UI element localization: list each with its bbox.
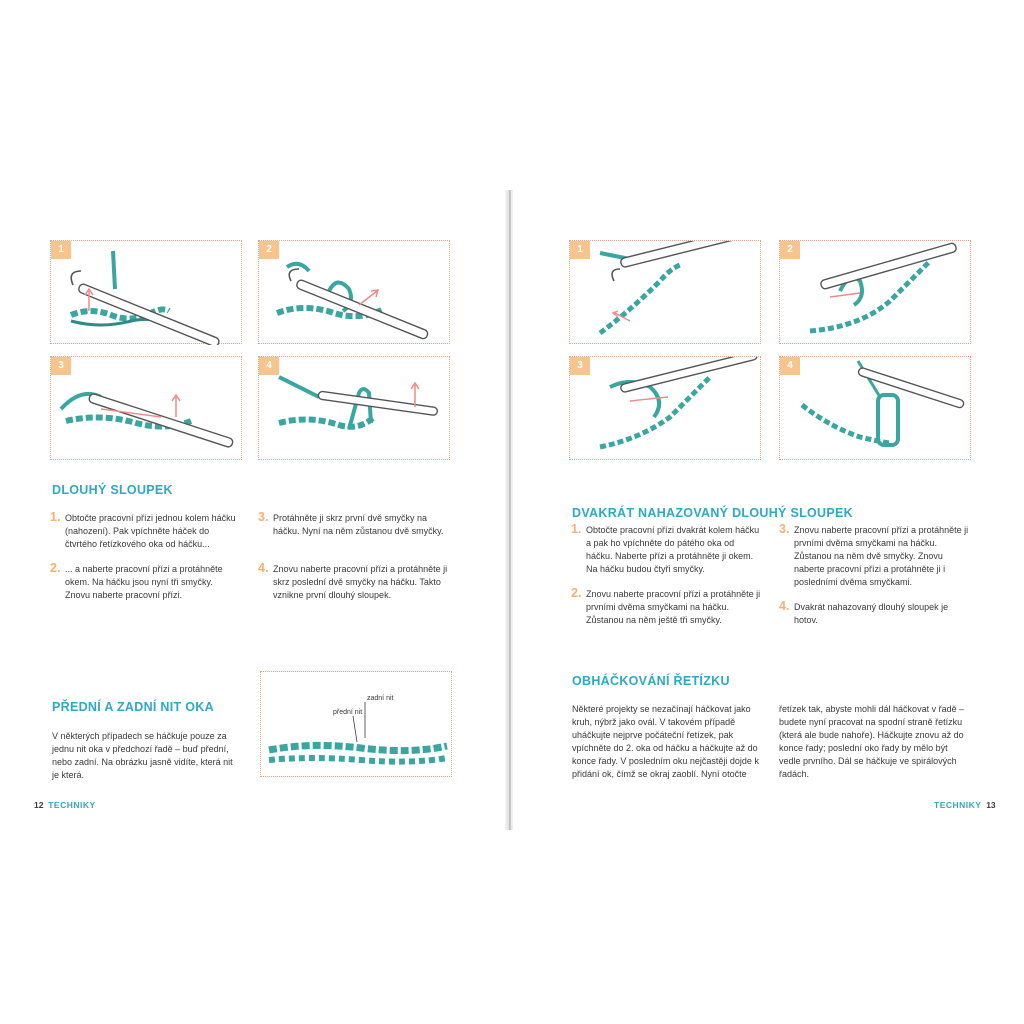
page-footer xyxy=(934,800,996,810)
stitch-row-illustration xyxy=(261,672,453,778)
section-title: DLOUHÝ SLOUPEK xyxy=(52,483,173,497)
step-text: Znovu naberte pracovní přízi a protáhněte ji skrz poslední dvě smyčky na háčku. Takto vznikne první dlouhý sloupek. xyxy=(273,564,448,600)
panel-number: 4 xyxy=(780,357,800,375)
label-front-loop: přední nit xyxy=(333,709,363,716)
section-title: OBHÁČKOVÁNÍ ŘETÍZKU xyxy=(572,674,730,688)
step-number: 4. xyxy=(258,561,269,575)
step-number: 3. xyxy=(258,510,269,524)
section-title: DVAKRÁT NAHAZOVANÝ DLOUHÝ SLOUPEK xyxy=(572,506,853,520)
crochet-illustration xyxy=(570,357,762,461)
step-2 xyxy=(571,588,761,627)
panel-number: 3 xyxy=(570,357,590,375)
page-number: 12 xyxy=(34,800,44,810)
step-1 xyxy=(50,512,240,551)
panel-number: 2 xyxy=(259,241,279,259)
step-text: Znovu naberte pracovní přízi a protáhněte ji prvními dvěma smyčkami na háčku. Zůstanou na něm dvě smyčky. Znovu naberte pracovní přízi a protáhněte ji i posledními dvěma smyčkami. xyxy=(794,525,969,587)
page-footer xyxy=(34,800,96,810)
footer-section: TECHNIKY xyxy=(48,800,96,810)
illustration-panel-2 xyxy=(779,240,971,344)
book-spread xyxy=(0,190,1024,830)
illustration-panel-4 xyxy=(779,356,971,460)
step-number: 4. xyxy=(779,599,790,613)
illustration-panel-3 xyxy=(569,356,761,460)
crochet-illustration xyxy=(780,241,972,345)
section-text-col2: řetízek tak, abyste mohli dál háčkovat v řadě – budete nyní pracovat na spodní straně řetízku (která ale bude nahoře). Háčkujte znovu až do konce řady; poslední oko řady by mělo být vedle prvního. Dál se háčkuje ve spirálových řadách. xyxy=(779,704,965,779)
left-page xyxy=(0,190,505,830)
right-page xyxy=(513,190,1018,830)
step-4 xyxy=(258,563,448,602)
step-text: Znovu naberte pracovní přízi a protáhněte ji prvními dvěma smyčkami na háčku. Zůstanou na něm ještě tři smyčky. xyxy=(586,589,761,625)
step-3 xyxy=(779,524,969,589)
illustration-panel-2 xyxy=(258,240,450,344)
step-number: 2. xyxy=(571,586,582,600)
crochet-illustration xyxy=(51,357,243,461)
step-1 xyxy=(571,524,761,576)
step-text: Protáhněte ji skrz první dvě smyčky na háčku. Nyní na něm zůstanou dvě smyčky. xyxy=(273,513,444,536)
step-text: Dvakrát nahazovaný dlouhý sloupek je hotov. xyxy=(794,602,949,625)
step-2 xyxy=(50,563,240,602)
illustration-panel-4 xyxy=(258,356,450,460)
crochet-illustration xyxy=(259,241,451,345)
step-text: Obtočte pracovní přízi dvakrát kolem háčku a pak ho vpíchněte do pátého oka od háčku. Naberte přízi a protáhněte ji okem. Na háčku budou čtyři smyčky. xyxy=(586,525,760,574)
page-number: 13 xyxy=(986,800,996,810)
crochet-illustration xyxy=(51,241,243,345)
section-title: PŘEDNÍ A ZADNÍ NIT OKA xyxy=(52,700,214,714)
section-text: V některých případech se háčkuje pouze za jednu nit oka v předchozí řadě – buď přední, nebo zadní. Na obrázku jasně vidíte, která nit je která. xyxy=(52,731,233,780)
panel-number: 2 xyxy=(780,241,800,259)
panel-number: 1 xyxy=(570,241,590,259)
panel-number: 3 xyxy=(51,357,71,375)
step-text: Obtočte pracovní přízi jednou kolem háčku (nahození). Pak vpíchněte háček do čtvrtého řetízkového oka od háčku... xyxy=(65,513,236,549)
crochet-illustration xyxy=(259,357,451,461)
step-4 xyxy=(779,601,969,627)
step-3 xyxy=(258,512,448,538)
step-number: 1. xyxy=(50,510,61,524)
step-text: ... a naberte pracovní přízi a protáhněte okem. Na háčku jsou nyní tři smyčky. Znovu naberte pracovní přízi. xyxy=(65,564,223,600)
footer-section: TECHNIKY xyxy=(934,800,982,810)
panel-number: 1 xyxy=(51,241,71,259)
step-number: 2. xyxy=(50,561,61,575)
illustration-panel-1 xyxy=(50,240,242,344)
section-text-col1: Některé projekty se nezačínají háčkovat jako kruh, nýbrž jako ovál. V takovém případě uháčkujte nejprve počáteční řetízek, pak vpíchněte do 2. oka od háčku a háčkujte až do konce řady. V posledním oku nejčastěji dojde k přidání ok, čímž se okraj zaoblí. Nyní otočte xyxy=(572,704,759,779)
illustration-panel-1 xyxy=(569,240,761,344)
crochet-illustration xyxy=(780,357,972,461)
panel-number: 4 xyxy=(259,357,279,375)
step-number: 3. xyxy=(779,522,790,536)
label-back-loop: zadní nit xyxy=(367,695,394,702)
step-number: 1. xyxy=(571,522,582,536)
front-back-loop-panel xyxy=(260,671,452,777)
crochet-illustration xyxy=(570,241,762,345)
illustration-panel-3 xyxy=(50,356,242,460)
